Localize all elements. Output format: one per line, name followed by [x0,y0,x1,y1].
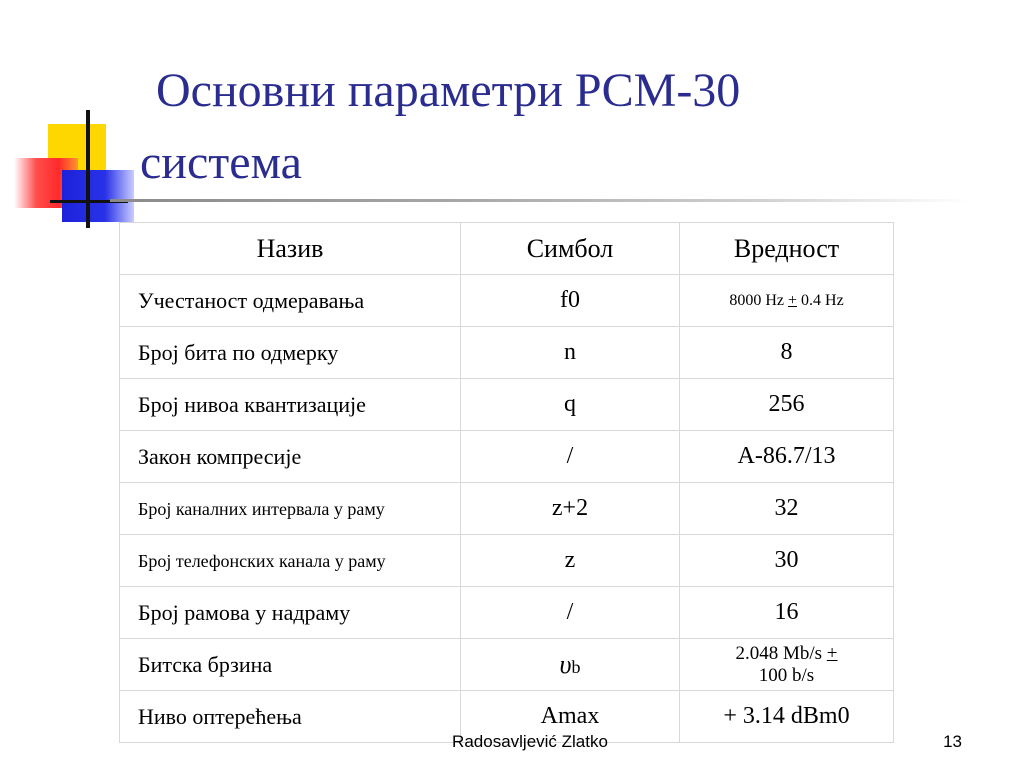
table-row [120,483,894,535]
parameters-table [119,222,894,743]
logo-blue-square [62,170,134,222]
row-symbol: / [461,431,680,483]
row-symbol: Amax [461,691,680,743]
page-number: 13 [943,732,962,751]
table-row [120,535,894,587]
row-value-tail: 100 b/s [758,664,815,686]
row-symbol: / [461,587,680,639]
row-name: Број каналних интервала у раму [120,483,461,535]
row-value-tail: 0.4 Hz [797,291,844,309]
row-symbol: q [461,379,680,431]
row-name: Битска брзина [120,639,461,691]
symbol-subscript: b [571,656,581,677]
row-value: + 3.14 dBm0 [680,691,894,743]
header-symbol: Симбол [461,223,680,275]
slide-title-line1: Основни параметри PCM-30 [156,64,741,117]
row-name: Број бита по одмерку [120,327,461,379]
table-row [120,431,894,483]
table-header-row [120,223,894,275]
row-value: 30 [680,535,894,587]
table-row [120,379,894,431]
header-name: Назив [120,223,461,275]
row-symbol: f0 [461,275,680,327]
row-name: Број нивоа квантизације [120,379,461,431]
slide-title-line2: система [140,136,302,189]
row-name: Број рамова у надраму [120,587,461,639]
title-divider [110,199,970,202]
row-value-main: 8000 Hz [729,291,788,309]
row-value [680,639,894,691]
plus-minus-sign: + [787,291,798,309]
footer-author: Radosavljević Zlatko [452,732,608,751]
row-name: Број телефонских канала у раму [120,535,461,587]
plus-minus-sign: + [826,642,838,664]
row-value: 8 [680,327,894,379]
row-value: A-86.7/13 [680,431,894,483]
row-symbol [461,639,680,691]
row-symbol: n [461,327,680,379]
row-symbol: z+2 [461,483,680,535]
row-value: 32 [680,483,894,535]
row-value [680,275,894,327]
symbol-upsilon: υ [559,649,572,679]
row-name: Закон компресије [120,431,461,483]
row-name: Учестаност одмеравања [120,275,461,327]
table-row [120,275,894,327]
table-row [120,639,894,691]
row-value: 16 [680,587,894,639]
row-value: 256 [680,379,894,431]
table-row [120,327,894,379]
row-symbol: z [461,535,680,587]
slide-title [140,55,940,199]
row-value-main: 2.048 Mb/s [735,642,827,664]
header-value: Вредност [680,223,894,275]
row-name: Ниво оптерећења [120,691,461,743]
table-row [120,587,894,639]
logo-vertical-line [86,110,90,228]
